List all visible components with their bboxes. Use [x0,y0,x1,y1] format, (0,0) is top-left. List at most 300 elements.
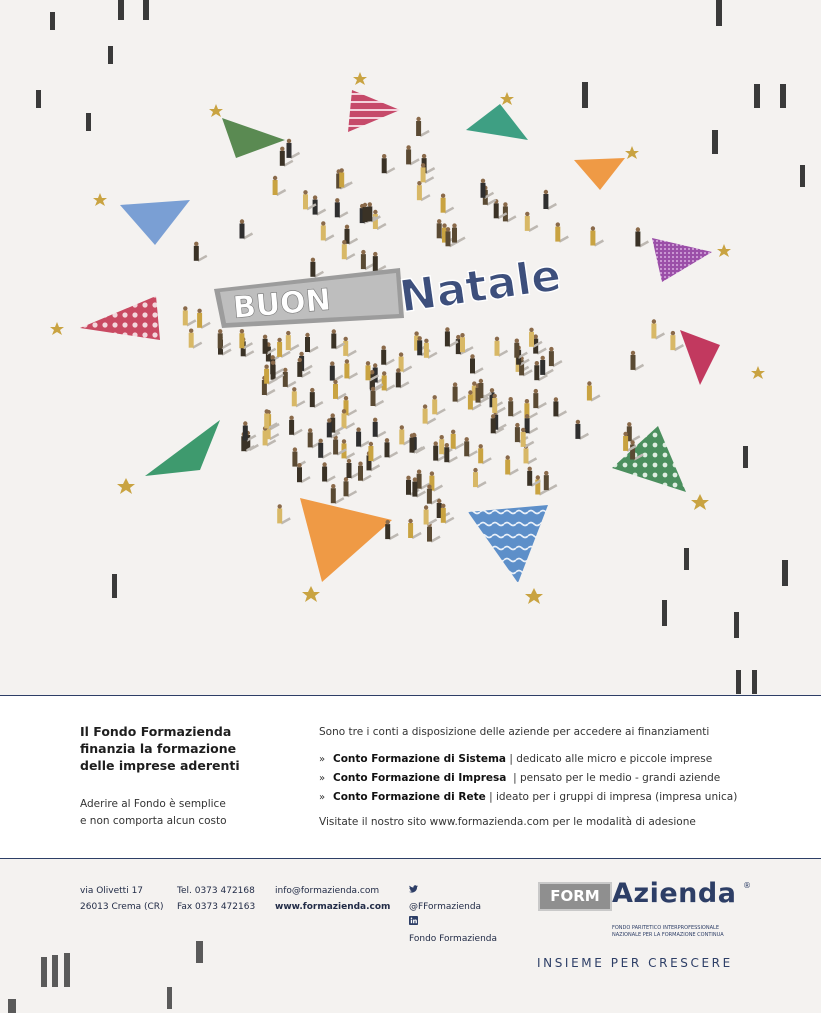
person [441,508,446,523]
person-head [340,168,344,172]
person-head [441,194,445,198]
person-shadow [557,411,566,416]
logo-registered: ® [743,881,751,890]
person-shadow [482,458,491,463]
person [432,399,437,414]
person [50,12,55,30]
person-shadow [222,350,231,355]
person-shadow [347,351,356,356]
person-head [311,258,315,262]
person-head [243,421,247,425]
phone-number[interactable]: Tel. 0373 472168 [177,886,255,896]
person-shadow [426,168,435,173]
person-head [322,462,326,466]
person-shadow [529,428,538,433]
person [331,488,336,503]
person-head [382,371,386,375]
person [385,442,390,457]
person-head [424,505,428,509]
person [515,427,520,442]
person [363,207,368,222]
star [93,193,107,206]
person-head [319,439,323,443]
person-head [406,476,410,480]
person-head [416,117,420,121]
twitter-link[interactable] [409,883,497,915]
person-shadow [346,423,355,428]
person [529,332,534,347]
join-line: Aderire al Fondo è semplice [80,798,226,810]
person [289,420,294,435]
person-head [445,327,449,331]
person-shadow [277,190,286,195]
person [716,0,722,26]
person [470,358,475,373]
person-head [278,504,282,508]
person-shadow [309,347,318,352]
person [782,560,788,586]
person-head [289,416,293,420]
person-head [368,202,372,206]
person-shadow [365,264,374,269]
person [264,369,269,384]
person [297,467,302,482]
person-shadow [362,476,371,481]
person-head [521,428,525,432]
person-shadow [410,159,419,164]
person-head [576,420,580,424]
greeting-natale: Natale [396,249,565,323]
person [684,548,689,570]
join-line: e non comporta alcun costo [80,815,227,827]
person-shadow [436,409,445,414]
person-head [194,242,198,246]
person [367,206,372,221]
person-shadow [468,451,477,456]
person-shadow [326,477,335,482]
person-head [587,381,591,385]
visit-text: Visitate il nostro sito www.formazienda.com per le modalità di adesione [319,816,696,828]
person-shadow [244,234,253,239]
person [736,670,741,694]
person-head [456,335,460,339]
person-head [423,404,427,408]
person-shadow [349,239,358,244]
person-head [287,139,291,143]
person [277,342,282,357]
person [196,941,203,963]
person [286,335,291,350]
person [427,489,432,504]
person-shadow [445,518,454,523]
person-head [631,351,635,355]
person-head [451,430,455,434]
person [575,424,580,439]
tree-green-left [145,420,220,476]
person [590,231,595,246]
person [41,957,47,987]
person-head [265,409,269,413]
person [635,232,640,247]
person-head [421,163,425,167]
tree-blue-bottom [468,505,548,583]
person-head [361,250,365,254]
person-head [344,396,348,400]
person [303,194,308,209]
person [441,198,446,213]
person-head [503,202,507,206]
person-head [373,210,377,214]
account-description: | ideato per i gruppi di impresa (impresa unica) [485,791,738,803]
website-link[interactable]: www.formazienda.com [275,902,391,912]
person [527,471,532,486]
person-shadow [377,224,386,229]
person [108,46,113,64]
person-shadow [287,382,296,387]
person-head [240,329,244,333]
person [310,262,315,277]
person-shadow [346,254,355,259]
person [112,574,117,598]
person-shadow [448,457,457,462]
person-shadow [389,452,398,457]
person-shadow [455,444,464,449]
linkedin-link[interactable] [409,915,497,947]
person [335,202,340,217]
person [427,527,432,542]
info-section [0,696,821,858]
person-head [370,370,374,374]
person [433,446,438,461]
person [218,333,223,348]
person [555,227,560,242]
person-head [305,333,309,337]
person-head [525,212,529,216]
address [80,883,164,915]
person-shadow [325,235,334,240]
person-head [468,390,472,394]
person-shadow [293,430,302,435]
person-shadow [301,477,310,482]
person-head [298,358,302,362]
person-head [493,394,497,398]
person-shadow [187,320,196,325]
person-head [495,337,499,341]
list-item [319,750,737,769]
person-shadow [303,366,312,371]
person [492,398,497,413]
person [525,216,530,231]
star [209,104,223,117]
person [491,418,496,433]
person [521,432,526,447]
person [544,475,549,490]
person-head [308,428,312,432]
person-head [292,387,296,391]
person [263,339,268,354]
person [514,343,519,358]
person-shadow [457,397,466,402]
person-head [437,499,441,503]
star [302,586,320,602]
person-head [271,361,275,365]
person [423,409,428,424]
person [540,360,545,375]
person-head [345,225,349,229]
person [382,158,387,173]
person [631,355,636,370]
person [754,84,760,108]
linkedin-icon [409,916,418,925]
headline [80,723,280,774]
person [406,480,411,495]
person [396,372,401,387]
person-head [342,240,346,244]
person-head [406,145,410,149]
person-head [541,356,545,360]
person-shadow [322,453,331,458]
person-shadow [512,411,521,416]
person [553,401,558,416]
person-shadow [547,204,556,209]
person [373,422,378,437]
person-head [382,154,386,158]
person-head [293,447,297,451]
person-head [465,437,469,441]
person-head [433,395,437,399]
person-shadow [529,226,538,231]
person-shadow [456,238,465,243]
person-head [534,389,538,393]
person-shadow [428,520,437,525]
person-shadow [348,491,357,496]
headline-line: Il Fondo Formazienda [80,724,232,739]
person-head [452,223,456,227]
person-shadow [421,195,430,200]
person-head [529,328,533,332]
person [549,351,554,366]
person-shadow [193,343,202,348]
person-head [472,381,476,385]
person-head [183,306,187,310]
person-head [535,361,539,365]
person-shadow [317,210,326,215]
person [368,446,373,461]
person-head [189,329,193,333]
person-head [386,520,390,524]
contacts [275,883,390,915]
person-shadow [548,485,557,490]
person-head [263,335,267,339]
person [64,953,70,987]
person-shadow [389,534,398,539]
person [271,365,276,380]
fax-number: Fax 0373 472163 [177,902,256,912]
person-head [515,339,519,343]
person [752,670,757,694]
person-head [430,471,434,475]
person-head [363,203,367,207]
person-head [356,427,360,431]
person-head [273,176,277,180]
person [712,130,718,154]
headline-line: finanzia la formazione [80,741,237,756]
person-shadow [538,375,547,380]
person-head [481,179,485,183]
person-shadow [539,490,548,495]
person-head [627,422,631,426]
person-shadow [301,372,310,377]
person [460,337,465,352]
account-description: | dedicato alle micro e piccole imprese [505,753,713,765]
person-head [473,468,477,472]
star [625,146,639,159]
person [344,363,349,378]
logo-subtitle-line: FONDO PARITETICO INTERPROFESSIONALE [612,925,719,931]
person [167,987,172,1009]
person [543,194,548,209]
person-shadow [509,470,518,475]
person [534,365,539,380]
person [582,82,588,108]
person [417,185,422,200]
person-head [373,363,377,367]
person [264,413,269,428]
person-shadow [386,385,395,390]
person-head [396,368,400,372]
person-head [408,519,412,523]
person-shadow [348,410,357,415]
person-shadow [537,349,546,354]
person-head [434,441,438,445]
person-head [197,309,201,313]
person-head [525,399,529,403]
person-head [490,388,494,392]
person-head [330,361,334,365]
person-head [366,361,370,365]
person-head [506,455,510,459]
person-head [445,443,449,447]
person [385,524,390,539]
person-head [335,198,339,202]
person [194,246,199,261]
person-head [534,334,538,338]
person [143,0,149,20]
person-head [286,331,290,335]
person [424,510,429,525]
person-head [460,333,464,337]
person-head [385,438,389,442]
person [743,446,748,468]
address-line: via Olivetti 17 [80,886,144,896]
person [239,333,244,348]
formazienda-logo[interactable] [538,878,752,942]
person-head [347,459,351,463]
person-shadow [507,216,516,221]
person [297,362,302,377]
person [292,391,297,406]
person-shadow [416,492,425,497]
person-shadow [314,272,323,277]
person [524,448,529,463]
person [478,383,483,398]
person-shadow [472,405,481,410]
person-shadow [428,353,437,358]
person-head [591,226,595,230]
person [308,432,313,447]
person-head [382,346,386,350]
person-shadow [477,482,486,487]
person [342,244,347,259]
person [452,228,457,243]
person-head [333,380,337,384]
person [283,372,288,387]
person-shadow [400,382,409,387]
person-head [373,418,377,422]
person [330,366,335,381]
person [36,90,41,108]
person-head [331,413,335,417]
person-shadow [425,177,434,182]
bullet: » [319,773,326,784]
person-head [371,387,375,391]
tagline: INSIEME PER CRESCERE [537,956,733,970]
accounts-intro: Sono tre i conti a disposizione delle aziende per accedere ai finanziamenti [319,726,710,738]
phone-fax [177,883,255,915]
person-head [413,477,417,481]
person-head [554,397,558,401]
person-shadow [655,334,664,339]
person [280,151,285,166]
bullet: » [319,792,326,803]
person-head [544,190,548,194]
person-head [440,435,444,439]
person [412,482,417,497]
person-shadow [284,161,293,166]
person-head [491,414,495,418]
email-link[interactable]: info@formazienda.com [275,886,380,896]
person-head [327,418,331,422]
star [353,72,367,85]
person-shadow [335,344,344,349]
person [587,386,592,401]
person-shadow [291,153,300,158]
person-head [630,440,634,444]
person-head [623,432,627,436]
person-head [342,439,346,443]
person-head [470,354,474,358]
person [410,438,415,453]
tree-green-top-left [222,118,285,158]
star [691,494,709,510]
person-head [332,329,336,333]
crowd [183,117,684,542]
accounts-list [319,750,737,807]
person [358,466,363,481]
tree-red-right [680,330,720,385]
person [339,172,344,187]
person-head [479,444,483,448]
person-shadow [290,345,299,350]
person-head [373,252,377,256]
person-shadow [639,242,648,247]
person [344,481,349,496]
person [183,310,188,325]
person-shadow [412,533,421,538]
person-head [299,352,303,356]
person-shadow [499,351,508,356]
person [118,0,124,20]
